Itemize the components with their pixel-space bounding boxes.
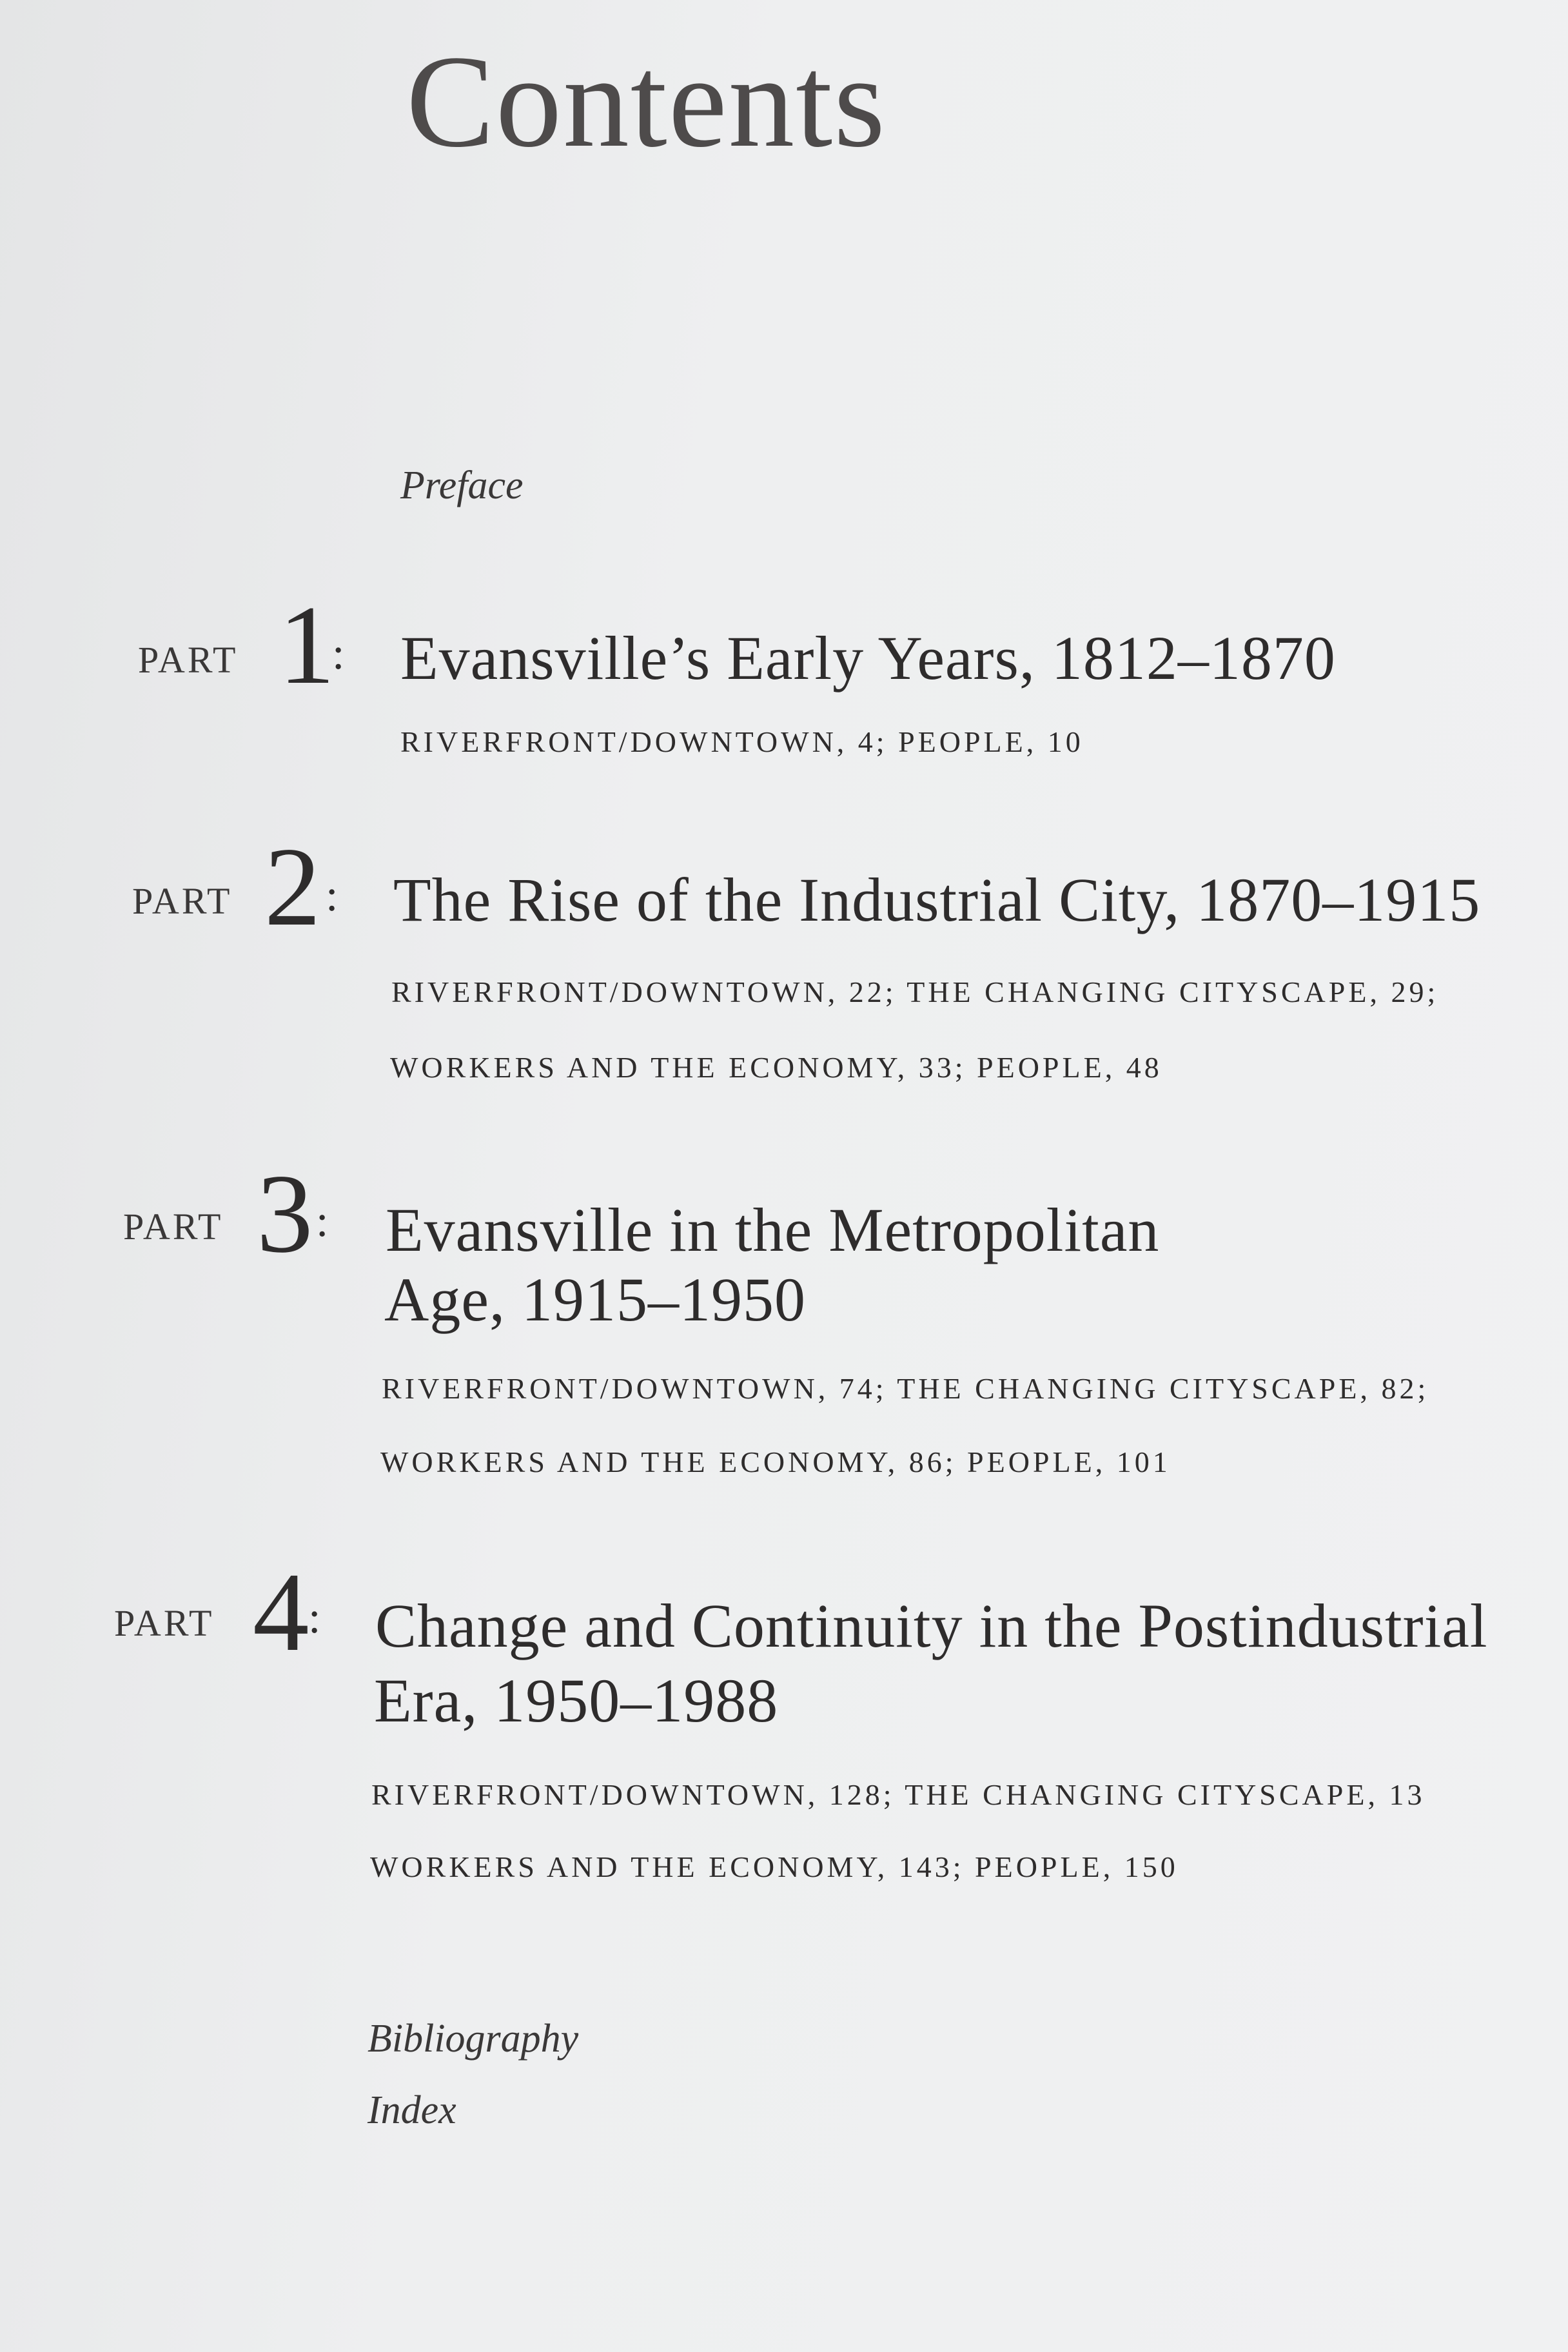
part-title: Evansville in the Metropolitan bbox=[386, 1195, 1160, 1264]
part-number: 2 bbox=[264, 824, 321, 949]
part-title-line-2: Era, 1950–1988 bbox=[374, 1666, 779, 1735]
part-sections: WORKERS AND THE ECONOMY, 33; PEOPLE, 48 bbox=[390, 1051, 1162, 1084]
part-label: PART bbox=[114, 1602, 215, 1644]
part-sections: WORKERS AND THE ECONOMY, 86; PEOPLE, 101 bbox=[380, 1446, 1171, 1478]
part-sections: RIVERFRONT/DOWNTOWN, 22; THE CHANGING CITYSCAPE, 29; bbox=[391, 975, 1439, 1008]
page-title: Contents bbox=[406, 28, 887, 175]
part-label: PART bbox=[132, 880, 233, 922]
part-colon: : bbox=[308, 1593, 321, 1643]
part-label: PART bbox=[138, 639, 239, 681]
toc-bibliography: Bibliography bbox=[368, 2017, 579, 2061]
part-sections: RIVERFRONT/DOWNTOWN, 74; THE CHANGING CITYSCAPE, 82; bbox=[382, 1372, 1429, 1405]
part-colon: : bbox=[332, 629, 345, 679]
part-sections: RIVERFRONT/DOWNTOWN, 128; THE CHANGING CITYSCAPE, 13 bbox=[371, 1778, 1426, 1811]
part-title-line-2: Age, 1915–1950 bbox=[384, 1265, 806, 1334]
part-sections: WORKERS AND THE ECONOMY, 143; PEOPLE, 150 bbox=[370, 1850, 1179, 1883]
toc-index: Index bbox=[368, 2088, 456, 2132]
part-title: The Rise of the Industrial City, 1870–1915 bbox=[393, 865, 1481, 934]
part-sections: RIVERFRONT/DOWNTOWN, 4; PEOPLE, 10 bbox=[400, 725, 1084, 758]
part-colon: : bbox=[316, 1197, 329, 1246]
part-number: 4 bbox=[253, 1549, 309, 1674]
part-title: Evansville’s Early Years, 1812–1870 bbox=[400, 623, 1336, 692]
part-number: 1 bbox=[279, 582, 335, 707]
part-colon: : bbox=[326, 871, 338, 921]
part-title: Change and Continuity in the Postindustrial bbox=[375, 1591, 1488, 1660]
toc-preface: Preface bbox=[400, 464, 524, 507]
part-number: 3 bbox=[257, 1151, 313, 1276]
part-label: PART bbox=[123, 1206, 224, 1248]
